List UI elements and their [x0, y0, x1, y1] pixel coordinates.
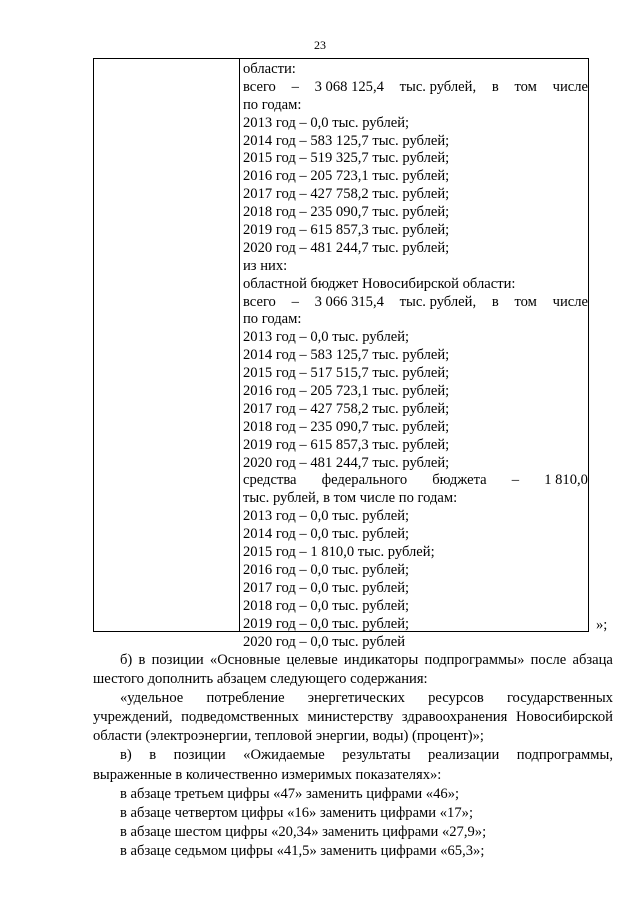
paragraph-line — [93, 651, 613, 670]
table-line: 2014 год – 583 125,7 тыс. рублей; — [243, 347, 450, 364]
paragraph-word: подведомственных — [181, 709, 299, 726]
table-line: области: — [243, 61, 296, 77]
table-left-column — [94, 59, 240, 631]
paragraph-word: Новосибирской — [515, 709, 613, 726]
table-line: 2017 год – 427 758,2 тыс. рублей; — [243, 186, 450, 203]
paragraph-word: позиции — [173, 747, 226, 764]
paragraph-word: учреждений, — [93, 709, 173, 726]
paragraph-word: после — [530, 652, 567, 668]
page-number: 23 — [314, 38, 326, 52]
table-line: по годам: — [243, 311, 302, 328]
paragraph-word: б) — [120, 652, 133, 668]
table-word: – — [511, 472, 520, 489]
table-line: 2020 год – 481 244,7 тыс. рублей; — [243, 454, 450, 471]
paragraph-word: «удельное — [120, 690, 184, 707]
table-line — [243, 472, 588, 490]
paragraph-line: шестого дополнить абзацем следующего содержания: — [93, 671, 428, 688]
table-word: – — [291, 293, 299, 310]
table-line: 2018 год – 0,0 тыс. рублей; — [243, 597, 410, 614]
table-line: 2017 год – 0,0 тыс. рублей; — [243, 579, 410, 596]
table-line: 2013 год – 0,0 тыс. рублей; — [243, 508, 410, 525]
paragraph-word: целевые — [286, 652, 338, 668]
paragraph-word: здравоохранения — [401, 709, 508, 726]
paragraph-line: выраженные в количественно измеримых показателях»: — [93, 766, 442, 783]
table-line: 2020 год – 0,0 тыс. рублей — [243, 633, 406, 650]
table-word: в — [491, 293, 499, 310]
table-line: 2018 год – 235 090,7 тыс. рублей; — [243, 418, 450, 435]
table-word: – — [291, 78, 299, 95]
table-line: 2019 год – 0,0 тыс. рублей; — [243, 615, 410, 632]
table-line: 2017 год – 427 758,2 тыс. рублей; — [243, 400, 450, 417]
paragraph-word: индикаторы — [343, 652, 419, 668]
table-line: 2016 год – 205 723,1 тыс. рублей; — [243, 168, 450, 185]
paragraph-word: абзаца — [572, 652, 613, 668]
table-line — [243, 79, 588, 97]
paragraph-word: государственных — [506, 690, 613, 707]
table-line: 2015 год – 519 325,7 тыс. рублей; — [243, 150, 450, 167]
table-line: 2015 год – 517 515,7 тыс. рублей; — [243, 365, 450, 382]
paragraph-word: потребление — [206, 690, 285, 707]
table-line — [243, 294, 588, 312]
table-line: 2019 год – 615 857,3 тыс. рублей; — [243, 222, 450, 239]
quote-close-mark: »; — [596, 617, 608, 633]
paragraph-line — [93, 708, 613, 727]
amendment-paragraphs — [93, 651, 613, 861]
table-word: тыс. рублей, — [399, 293, 477, 310]
table-line: из них: — [243, 257, 288, 274]
table-line: 2016 год – 0,0 тыс. рублей; — [243, 561, 410, 578]
paragraph-word: энергетических — [307, 690, 405, 707]
budget-table — [93, 58, 589, 650]
table-word: числе — [552, 78, 588, 95]
table-line: 2018 год – 235 090,7 тыс. рублей; — [243, 204, 450, 221]
table-line: 2016 год – 205 723,1 тыс. рублей; — [243, 383, 450, 400]
paragraph-line — [93, 746, 613, 765]
paragraph-word: реализации — [428, 747, 500, 764]
paragraph-word: позиции — [151, 652, 204, 668]
paragraph-word: «Основные — [209, 652, 281, 668]
paragraph-word: «Ожидаемые — [243, 747, 325, 764]
table-line: областной бюджет Новосибирской области: — [243, 275, 516, 292]
paragraph-line: в абзаце шестом цифры «20,34» заменить цифрами «27,9»; — [120, 823, 487, 840]
table-right-column — [240, 61, 588, 651]
paragraph-word: подпрограммы» — [424, 652, 525, 668]
paragraph-word: министерству — [307, 709, 394, 726]
table-word: 1 810,0 — [544, 472, 588, 489]
paragraph-line: в абзаце третьем цифры «47» заменить цифрами «46»; — [120, 785, 460, 802]
paragraph-line: области (электроэнергии, тепловой энергии, воды) (процент)»; — [93, 728, 484, 745]
table-line: 2013 год – 0,0 тыс. рублей; — [243, 114, 410, 131]
table-line: 2014 год – 583 125,7 тыс. рублей; — [243, 132, 450, 149]
table-line: 2020 год – 481 244,7 тыс. рублей; — [243, 239, 450, 256]
paragraph-word: результаты — [342, 747, 411, 764]
table-word: 3 066 315,4 — [314, 293, 384, 310]
paragraph-line: в абзаце четвертом цифры «16» заменить цифрами «17»; — [120, 804, 473, 821]
table-word: всего — [243, 293, 276, 310]
table-line: 2013 год – 0,0 тыс. рублей; — [243, 329, 410, 346]
paragraph-word: в — [138, 652, 146, 668]
table-word: числе — [552, 293, 588, 310]
paragraph-line: в абзаце седьмом цифры «41,5» заменить цифрами «65,3»; — [120, 842, 485, 859]
paragraph-word: ресурсов — [428, 690, 484, 707]
table-line: 2015 год – 1 810,0 тыс. рублей; — [243, 544, 435, 561]
table-line: по годам: — [243, 96, 302, 113]
table-word: всего — [243, 78, 276, 95]
table-line: 2019 год – 615 857,3 тыс. рублей; — [243, 436, 450, 453]
table-word: 3 068 125,4 — [314, 78, 384, 95]
paragraph-line — [93, 689, 613, 708]
table-line: тыс. рублей, в том числе по годам: — [243, 490, 458, 507]
paragraph-word: подпрограммы, — [516, 747, 613, 764]
table-word: тыс. рублей, — [399, 78, 477, 95]
table-word: бюджета — [432, 472, 487, 489]
table-word: средства — [243, 472, 297, 489]
paragraph-word: в) — [120, 747, 132, 764]
table-word: том — [514, 293, 537, 310]
table-word: федерального — [321, 472, 408, 489]
table-line: 2014 год – 0,0 тыс. рублей; — [243, 526, 410, 543]
table-word: в — [491, 78, 499, 95]
paragraph-word: в — [149, 747, 157, 764]
table-word: том — [514, 78, 537, 95]
